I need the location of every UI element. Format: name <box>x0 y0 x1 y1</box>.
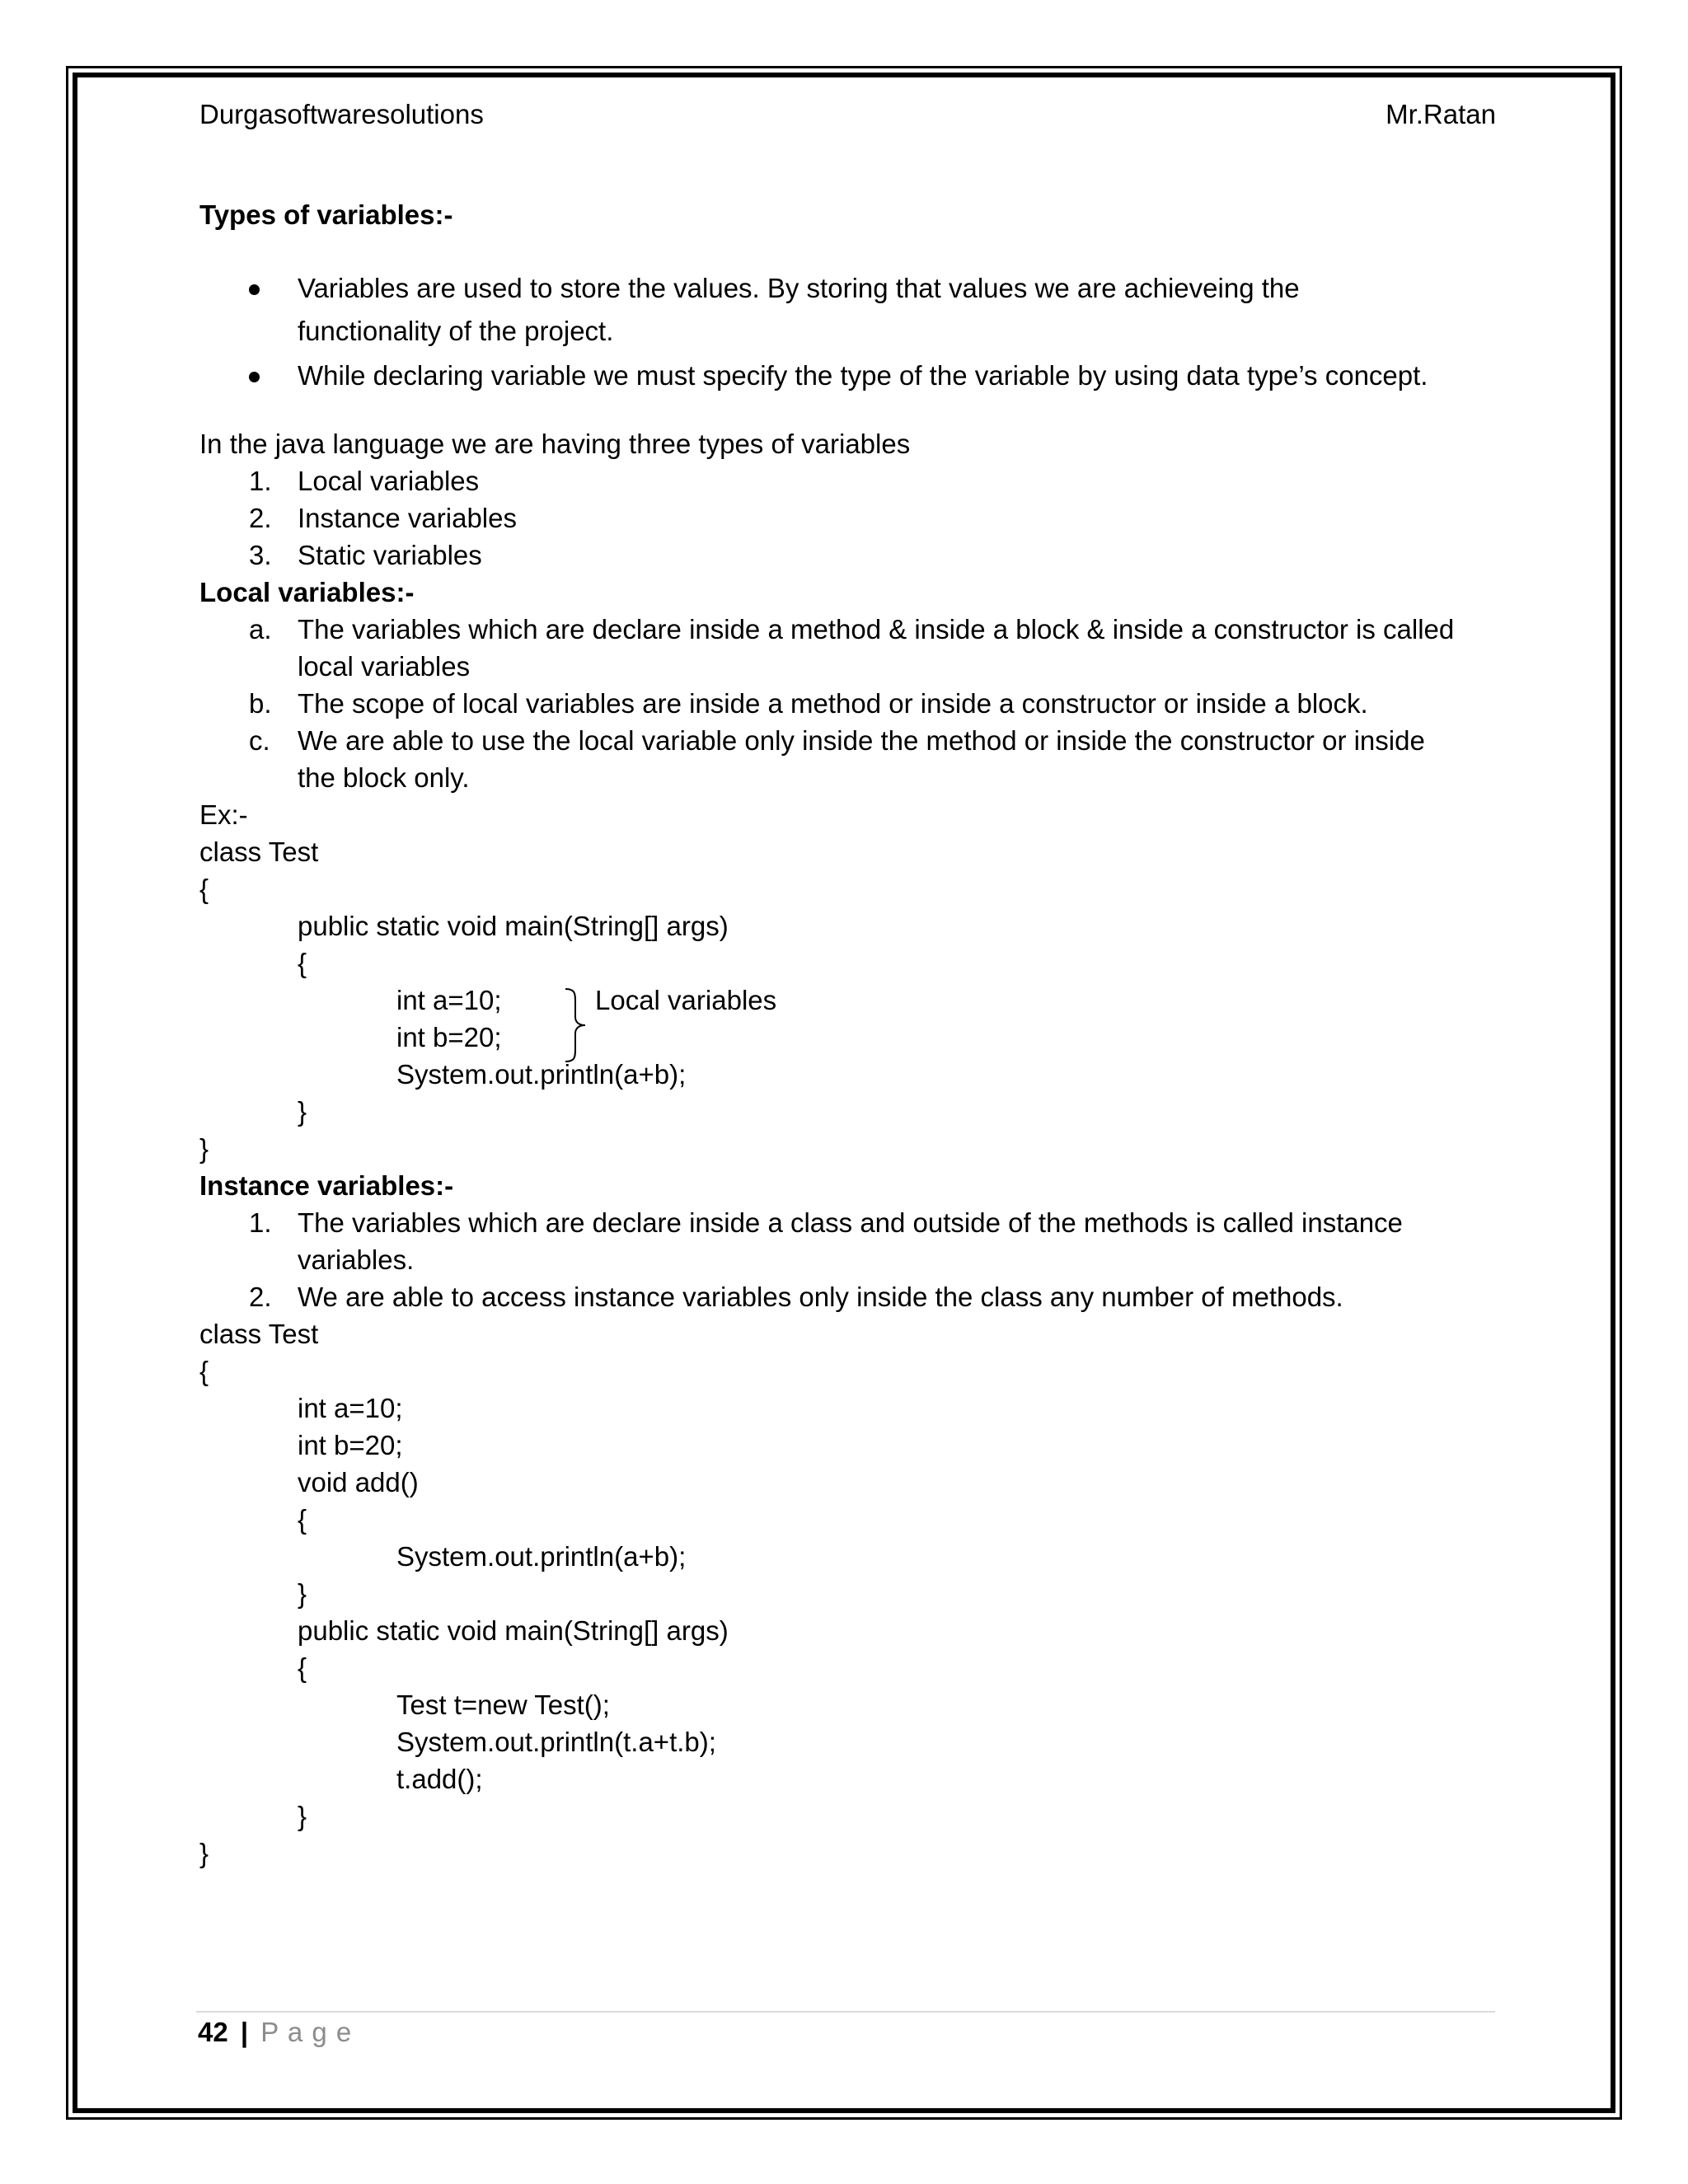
local-point-a-line2: local variables <box>298 651 471 682</box>
example-label: Ex:- <box>199 799 248 830</box>
footer-divider <box>196 2011 1495 2013</box>
code-line: { <box>298 1652 307 1683</box>
list-number: 2. <box>249 503 272 533</box>
local-point-a-line1: The variables which are declare inside a method & inside a block & inside a constructor is called <box>298 614 1455 644</box>
page-word: P a g e <box>260 2017 353 2047</box>
list-number: 1. <box>249 1207 272 1238</box>
code-line: System.out.println(a+b); <box>396 1541 687 1572</box>
code-line: } <box>199 1133 209 1164</box>
code-line: public static void main(String[] args) <box>298 1615 729 1646</box>
instance-point-2-line1: We are able to access instance variables only inside the class any number of methods. <box>298 1282 1343 1312</box>
header-left: Durgasoftwaresolutions <box>199 99 484 129</box>
list-number: 2. <box>249 1282 272 1312</box>
local-heading: Local variables:- <box>199 577 415 607</box>
footer-separator: | <box>240 2017 249 2047</box>
code-line: { <box>199 1356 209 1386</box>
bullet-1-line1: Variables are used to store the values. By storing that values we are achieveing the <box>298 273 1300 303</box>
code-line: Test t=new Test(); <box>396 1690 610 1720</box>
code-line: } <box>298 1578 307 1609</box>
code-line: System.out.println(t.a+t.b); <box>396 1727 716 1757</box>
list-number: 3. <box>249 540 272 570</box>
code-line: int a=10; <box>298 1393 403 1423</box>
local-point-c-line2: the block only. <box>298 762 470 793</box>
brace-annotation: Local variables <box>595 985 777 1015</box>
instance-point-1-line2: variables. <box>298 1244 415 1275</box>
bullet-2-line1: While declaring variable we must specify the type of the variable by using data type’s concept. <box>298 360 1428 391</box>
bullet-1-line2: functionality of the project. <box>298 316 614 346</box>
code-line: int b=20; <box>298 1430 403 1460</box>
bullet-dot-icon <box>249 284 260 295</box>
code-line: } <box>298 1801 307 1831</box>
code-line: class Test <box>199 1319 319 1349</box>
local-point-c-line1: We are able to use the local variable only inside the method or inside the constructor or inside <box>298 725 1425 756</box>
code-line: int b=20; <box>396 1022 502 1052</box>
bullet-dot-icon <box>249 372 260 382</box>
instance-point-1-line1: The variables which are declare inside a class and outside of the methods is called instance <box>298 1207 1403 1238</box>
list-letter: c. <box>249 725 270 756</box>
code-line: public static void main(String[] args) <box>298 911 729 941</box>
code-line: int a=10; <box>396 985 502 1015</box>
code-line: { <box>298 1504 307 1535</box>
types-heading: Types of variables:- <box>199 199 453 230</box>
page-footer <box>198 2017 352 2048</box>
code-line: } <box>199 1838 209 1868</box>
local-point-b-line1: The scope of local variables are inside a method or inside a constructor or inside a block. <box>298 688 1368 719</box>
header-right: Mr.Ratan <box>1386 99 1496 129</box>
code-line: void add() <box>298 1467 419 1497</box>
code-line: System.out.println(a+b); <box>396 1059 687 1090</box>
curly-brace-icon <box>564 987 588 1063</box>
code-line: } <box>298 1096 307 1127</box>
code-line: { <box>199 874 209 904</box>
instance-heading: Instance variables:- <box>199 1170 454 1201</box>
page-number: 42 <box>198 2017 228 2047</box>
list-item: Static variables <box>298 540 482 570</box>
list-letter: a. <box>249 614 272 644</box>
code-line: t.add(); <box>396 1764 483 1794</box>
intro-text: In the java language we are having three types of variables <box>199 429 911 459</box>
code-line: { <box>298 948 307 978</box>
list-item: Local variables <box>298 466 480 496</box>
list-letter: b. <box>249 688 272 719</box>
list-item: Instance variables <box>298 503 517 533</box>
code-line: class Test <box>199 837 319 867</box>
list-number: 1. <box>249 466 272 496</box>
